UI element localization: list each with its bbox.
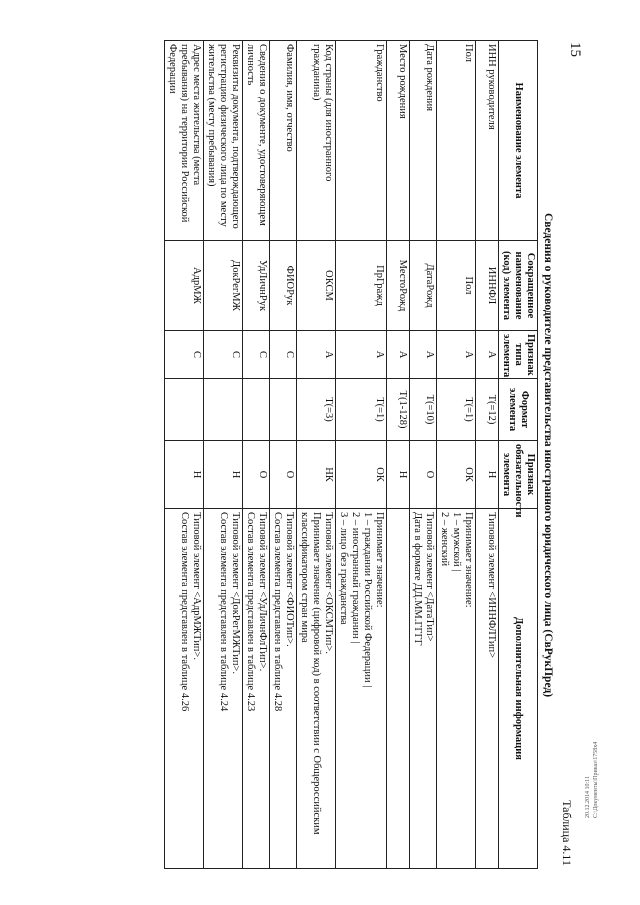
- table-row: [204, 41, 243, 869]
- table-row: [270, 41, 297, 869]
- cell-format: [204, 379, 243, 441]
- cell-requirement: ОК: [336, 441, 387, 509]
- cell-requirement: О: [410, 441, 437, 509]
- cell-name: Гражданство: [336, 41, 387, 241]
- table-row: [165, 41, 204, 869]
- cell-code: АдрМЖ: [165, 241, 204, 331]
- cell-type: А: [476, 331, 499, 379]
- header-element-name: Наименование элемента: [499, 41, 538, 241]
- table-row: [410, 41, 437, 869]
- cell-type: С: [270, 331, 297, 379]
- cell-format: [270, 379, 297, 441]
- cell-name: Код страны (для иностранного гражданина): [297, 41, 336, 241]
- cell-info: Типовой элемент <УдЛичнФлТип>. Состав элемента представлен в таблице 4.23: [243, 509, 270, 869]
- cell-requirement: ОК: [437, 441, 476, 509]
- header-element-requirement: Признак обязательности элемента: [499, 441, 538, 509]
- cell-format: T(=1): [437, 379, 476, 441]
- cell-type: А: [410, 331, 437, 379]
- footer-path: С:\Документы\Приказ\1758х4: [593, 741, 599, 818]
- cell-info: Типовой элемент <ДатаТип> Дата в формате ДД.ММ.ГГГГ: [410, 509, 437, 869]
- table-row: [387, 41, 410, 869]
- cell-type: С: [243, 331, 270, 379]
- cell-name: Дата рождения: [410, 41, 437, 241]
- table-label: Таблица 4.11: [560, 800, 574, 866]
- cell-format: T(1-128): [387, 379, 410, 441]
- cell-type: А: [297, 331, 336, 379]
- table-row: [336, 41, 387, 869]
- cell-name: Пол: [437, 41, 476, 241]
- print-footer: [584, 658, 600, 818]
- table-row: [297, 41, 336, 869]
- cell-type: С: [165, 331, 204, 379]
- cell-requirement: О: [270, 441, 297, 509]
- table-row: [437, 41, 476, 869]
- cell-info: Принимает значение: 1 – граждании Российской Федерации | 2 – иностранный гражданин | 3 – лицо без гражданства: [336, 509, 387, 869]
- footer-date: 20.12.2014 10:11: [585, 776, 591, 818]
- cell-info: Типовой элемент <ДокРегМЖТип>. Состав элемента представлен в таблице 4.24: [204, 509, 243, 869]
- cell-type: А: [437, 331, 476, 379]
- cell-format: [243, 379, 270, 441]
- cell-requirement: Н: [387, 441, 410, 509]
- cell-info: Принимает значение: 1 – мужской | 2 – женский: [437, 509, 476, 869]
- cell-code: ДокРегМЖ: [204, 241, 243, 331]
- cell-requirement: Н: [165, 441, 204, 509]
- cell-code: Пол: [437, 241, 476, 331]
- cell-format: T(=12): [476, 379, 499, 441]
- cell-info: [387, 509, 410, 869]
- cell-info: Типовой элемент <ИННФЛТип>: [476, 509, 499, 869]
- cell-code: УдЛичнРук: [243, 241, 270, 331]
- cell-format: T(=3): [297, 379, 336, 441]
- cell-info: Типовой элемент <ФИОТип>. Состав элемента представлен в таблице 4.28: [270, 509, 297, 869]
- table-header-row: [499, 41, 538, 869]
- table-row: [476, 41, 499, 869]
- page-number: 15: [567, 42, 583, 57]
- rotated-document-content: [69, 40, 574, 870]
- cell-requirement: НК: [297, 441, 336, 509]
- cell-name: Реквизиты документа, подтверждающего регистрацию физического лица по месту жительства (месту пребывания): [204, 41, 243, 241]
- cell-requirement: Н: [476, 441, 499, 509]
- table-title: Сведения о руководителе представительства иностранного юридического лица (СвРукПред): [542, 212, 554, 698]
- elements-table: [164, 40, 538, 869]
- cell-format: T(=1): [336, 379, 387, 441]
- cell-name: Адрес места жительства (места пребывания) на территории Российской Федерации: [165, 41, 204, 241]
- cell-requirement: Н: [204, 441, 243, 509]
- cell-name: Фамилия, имя, отчество: [270, 41, 297, 241]
- header-additional-info: Дополнительная информация: [499, 509, 538, 869]
- cell-code: ОКСМ: [297, 241, 336, 331]
- cell-code: ПрГражд: [336, 241, 387, 331]
- cell-format: T(=10): [410, 379, 437, 441]
- header-element-code: Сокращенное наименование (код) элемента: [499, 241, 538, 331]
- cell-code: ИННФЛ: [476, 241, 499, 331]
- cell-requirement: О: [243, 441, 270, 509]
- cell-code: ДатаРожд: [410, 241, 437, 331]
- cell-type: А: [387, 331, 410, 379]
- cell-name: Место рождения: [387, 41, 410, 241]
- cell-code: МестоРожд: [387, 241, 410, 331]
- cell-info: Типовой элемент <АдрМЖТип>. Состав элемента представлен в таблице 4.26: [165, 509, 204, 869]
- cell-name: ИНН руководителя: [476, 41, 499, 241]
- cell-code: ФИОРук: [270, 241, 297, 331]
- header-element-type: Признак типа элемента: [499, 331, 538, 379]
- cell-info: Типовой элемент <ОКСМТип>. Принимает значение (цифровой код) в соответствии с Общероссийским классификатором стран мира: [297, 509, 336, 869]
- cell-type: С: [204, 331, 243, 379]
- table-row: [243, 41, 270, 869]
- header-element-format: Формат элемента: [499, 379, 538, 441]
- cell-format: [165, 379, 204, 441]
- cell-type: А: [336, 331, 387, 379]
- cell-name: Сведения о документе, удостоверяющем личность: [243, 41, 270, 241]
